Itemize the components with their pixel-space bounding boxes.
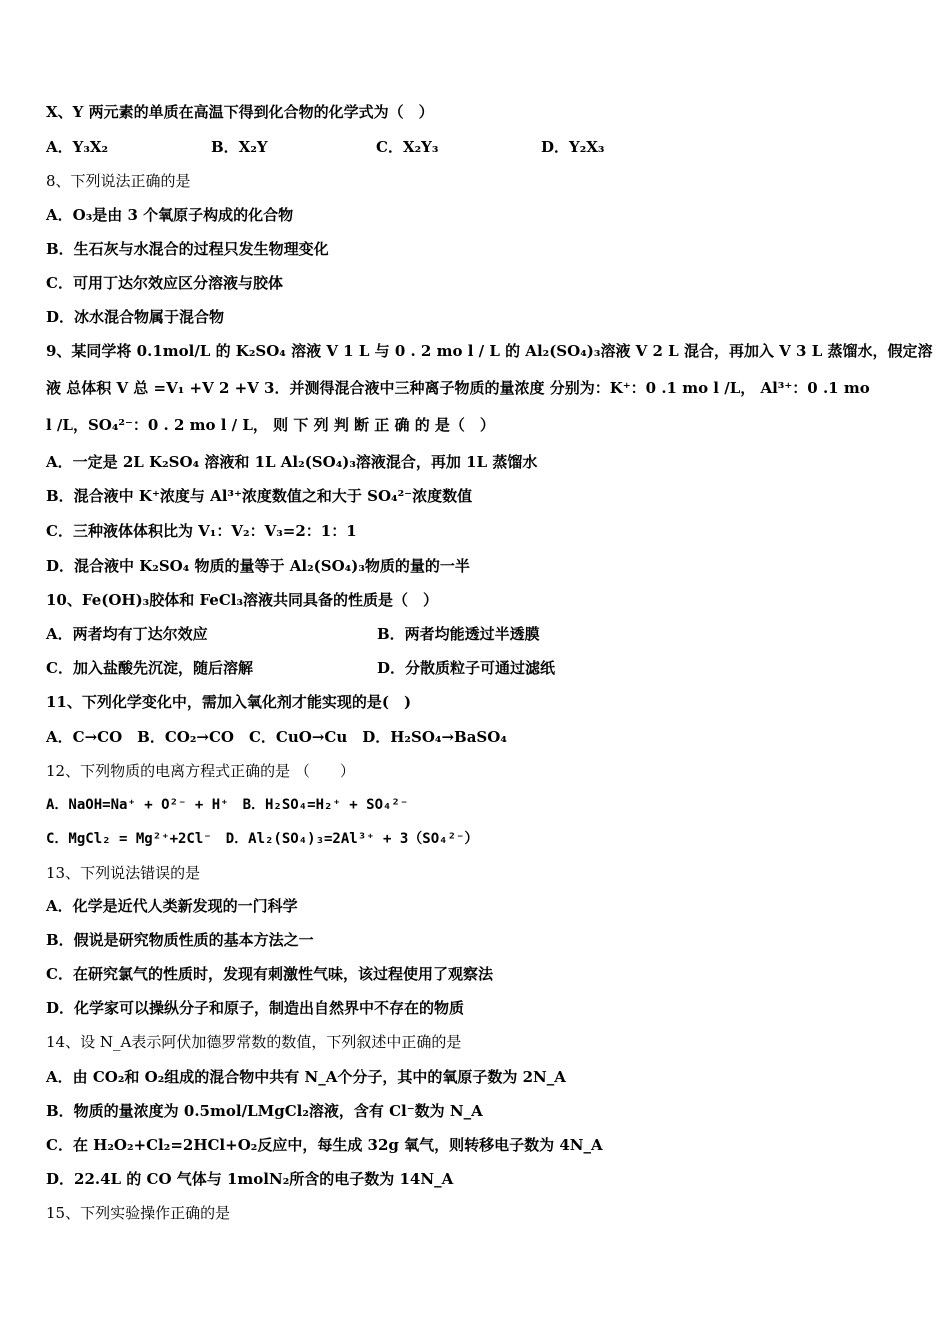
question-9-stem-line-1: 9、某同学将 0.1mol/L 的 K₂SO₄ 溶液 V 1 L 与 0 . 2 mo l / L 的 Al₂(SO₄)₃溶液 V 2 L 混合，再加入 V 3 L 蒸馏水，假定溶 [46, 342, 933, 360]
option-b: B．两者均能透过半透膜 [377, 625, 540, 643]
question-14-stem: 14、设 N_A表示阿伏加德罗常数的数值，下列叙述中正确的是 [46, 1033, 462, 1051]
question-12-options-cd: C．MgCl₂ = Mg²⁺+2Cl⁻ D．Al₂(SO₄)₃=2Al³⁺ + 3（SO₄²⁻） [46, 831, 479, 847]
question-13-stem: 13、下列说法错误的是 [46, 864, 201, 882]
question-10-stem: 10、Fe(OH)₃胶体和 FeCl₃溶液共同具备的性质是（ ） [46, 591, 439, 609]
option-d: D．Y₂X₃ [541, 138, 605, 156]
question-7-stem: X、Y 两元素的单质在高温下得到化合物的化学式为（ ） [46, 103, 434, 121]
option-c: C．加入盐酸先沉淀，随后溶解 [46, 659, 253, 677]
question-14-option-b: B．物质的量浓度为 0.5mol/LMgCl₂溶液，含有 Cl⁻数为 N_A [46, 1102, 483, 1120]
option-a: A．Y₃X₂ [46, 138, 109, 156]
question-10-options-ab [46, 624, 540, 644]
option-a: A．两者均有丁达尔效应 [46, 625, 208, 643]
question-14-option-c: C．在 H₂O₂+Cl₂=2HCl+O₂反应中，每生成 32g 氧气，则转移电子数为 4N_A [46, 1136, 603, 1154]
question-15-stem: 15、下列实验操作正确的是 [46, 1204, 231, 1222]
question-14-option-d: D．22.4L 的 CO 气体与 1molN₂所含的电子数为 14N_A [46, 1170, 454, 1188]
question-13-option-a: A．化学是近代人类新发现的一门科学 [46, 897, 298, 915]
question-12-stem: 12、下列物质的电离方程式正确的是 （ ） [46, 762, 355, 780]
question-11-options: A．C→CO B．CO₂→CO C．CuO→Cu D．H₂SO₄→BaSO₄ [46, 728, 507, 746]
option-d: D．分散质粒子可通过滤纸 [377, 659, 556, 677]
question-7-options [46, 137, 605, 157]
question-8-option-b: B．生石灰与水混合的过程只发生物理变化 [46, 240, 329, 258]
option-c: C．X₂Y₃ [376, 138, 439, 156]
question-8-stem: 8、下列说法正确的是 [46, 172, 191, 190]
question-12-options-ab: A．NaOH=Na⁺ + O²⁻ + H⁺ B．H₂SO₄=H₂⁺ + SO₄²⁻ [46, 797, 409, 813]
question-9-option-b: B．混合液中 K⁺浓度与 Al³⁺浓度数值之和大于 SO₄²⁻浓度数值 [46, 487, 473, 505]
question-13-option-b: B．假说是研究物质性质的基本方法之一 [46, 931, 314, 949]
option-b: B．X₂Y [211, 138, 268, 156]
question-8-option-d: D．冰水混合物属于混合物 [46, 308, 225, 326]
question-13-option-d: D．化学家可以操纵分子和原子，制造出自然界中不存在的物质 [46, 999, 465, 1017]
question-9-option-d: D．混合液中 K₂SO₄ 物质的量等于 Al₂(SO₄)₃物质的量的一半 [46, 557, 470, 575]
question-13-option-c: C．在研究氯气的性质时，发现有刺激性气味，该过程使用了观察法 [46, 965, 493, 983]
question-9-stem-line-3: l /L，SO₄²⁻：0 . 2 mo l / L， 则 下 列 判 断 正 确 的 是（ ） [46, 416, 495, 434]
question-11-stem: 11、下列化学变化中，需加入氧化剂才能实现的是( ) [46, 693, 412, 711]
question-9-option-a: A．一定是 2L K₂SO₄ 溶液和 1L Al₂(SO₄)₃溶液混合，再加 1L 蒸馏水 [46, 453, 538, 471]
question-14-option-a: A．由 CO₂和 O₂组成的混合物中共有 N_A个分子，其中的氧原子数为 2N_A [46, 1068, 566, 1086]
question-9-option-c: C．三种液体体积比为 V₁：V₂：V₃=2：1：1 [46, 522, 357, 540]
question-8-option-a: A．O₃是由 3 个氧原子构成的化合物 [46, 206, 294, 224]
question-10-options-cd [46, 658, 555, 678]
question-8-option-c: C．可用丁达尔效应区分溶液与胶体 [46, 274, 283, 292]
question-9-stem-line-2: 液 总体积 V 总 =V₁ +V 2 +V 3．并测得混合液中三种离子物质的量浓度 分别为：K⁺：0 .1 mo l /L， Al³⁺：0 .1 mo [46, 379, 870, 397]
